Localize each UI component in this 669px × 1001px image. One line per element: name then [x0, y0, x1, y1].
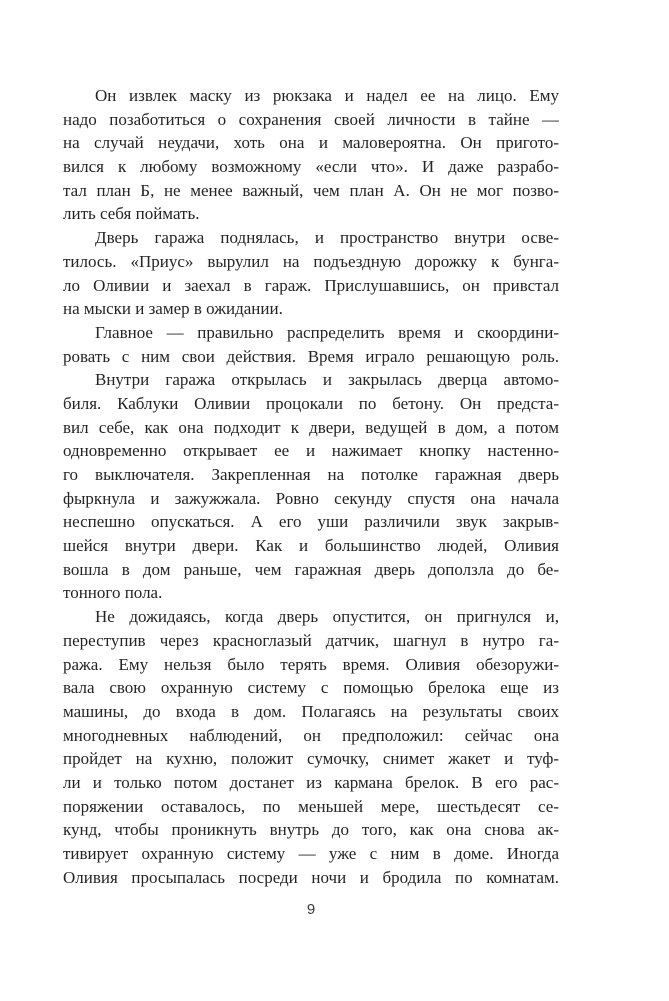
text-line: тивирует охранную систему — уже с ним в доме. Иногда [63, 844, 559, 863]
text-line: Главное — правильно распределить время и скоордини- [95, 322, 559, 342]
text-line: вала свою охранную систему с помощью брелока еще из [63, 678, 559, 698]
text-line: вошла в дом раньше, чем гаражная дверь доползла до бе- [63, 559, 559, 579]
text-line: фыркнула и зажужжала. Ровно секунду спустя она начала [63, 488, 559, 508]
text-line: ли и только потом достанет из кармана брелок. В его рас- [63, 772, 559, 792]
text-line: ража. Ему нельзя было терять время. Оливия обезоружи- [63, 654, 559, 674]
text-line: одновременно открывает ее и нажимает кнопку настенно- [63, 441, 559, 461]
text-line: Оливия просыпалась посреди ночи и бродила по комнатам. [63, 867, 559, 887]
text-line: биля. Каблуки Оливии процокали по бетону. Он предста- [63, 393, 559, 413]
text-line: на мыски и замер в ожидании. [63, 299, 283, 319]
text-line: многодневных наблюдений, он предположил: сейчас она [63, 725, 559, 745]
paragraph [63, 321, 559, 368]
page-number: 9 [306, 901, 316, 918]
text-line: тонного пола. [63, 583, 163, 603]
paragraph [63, 84, 559, 226]
text-line: ровать с ним свои действия. Время играло решающую роль. [63, 346, 559, 366]
paragraph [63, 226, 559, 321]
text-line: кунд, чтобы проникнуть внутрь до того, как она снова ак- [63, 820, 559, 840]
text-line: Дверь гаража поднялась, и пространство внутри осве- [95, 228, 559, 248]
text-line: надо позаботиться о сохранения своей личности в тайне — [63, 109, 559, 129]
text-line: неспешно опускаться. А его уши различили звук закрыв- [63, 512, 559, 532]
text-line: Внутри гаража открылась и закрылась дверца автомо- [95, 370, 559, 390]
paragraph [63, 605, 559, 889]
text-line: Не дожидаясь, когда дверь опустится, он пригнулся и, [95, 607, 559, 627]
text-line: на случай неудачи, хоть она и маловероятна. Он пригото- [63, 133, 559, 153]
text-line: вил себе, как она подходит к двери, ведущей в дом, а потом [63, 417, 559, 437]
text-line: тал план Б, не менее важный, чем план А. Он не мог позво- [63, 180, 559, 200]
text-block [63, 84, 559, 889]
text-line: ло Оливии и заехал в гараж. Прислушавшись, он привстал [63, 275, 559, 295]
text-line: поряжении оставалось, по меньшей мере, шестьдесят се- [63, 796, 559, 816]
text-line: лить себя поймать. [63, 204, 200, 224]
text-line: вился к любому возможному «если что». И даже разрабо- [63, 157, 559, 177]
text-line: пройдет на кухню, положит сумочку, снимет жакет и туф- [63, 749, 559, 769]
paragraph [63, 368, 559, 605]
text-line: шейся внутри двери. Как и большинство людей, Оливия [63, 536, 559, 556]
text-line: машины, до входа в дом. Полагаясь на результаты своих [63, 701, 559, 721]
text-line: Он извлек маску из рюкзака и надел ее на лицо. Ему [95, 86, 559, 105]
text-line: тилось. «Приус» вырулил на подъездную дорожку к бунга- [63, 251, 559, 271]
text-line: переступив через красноглазый датчик, шагнул в нутро га- [63, 630, 559, 650]
text-line: го выключателя. Закрепленная на потолке гаражная дверь [63, 465, 559, 484]
